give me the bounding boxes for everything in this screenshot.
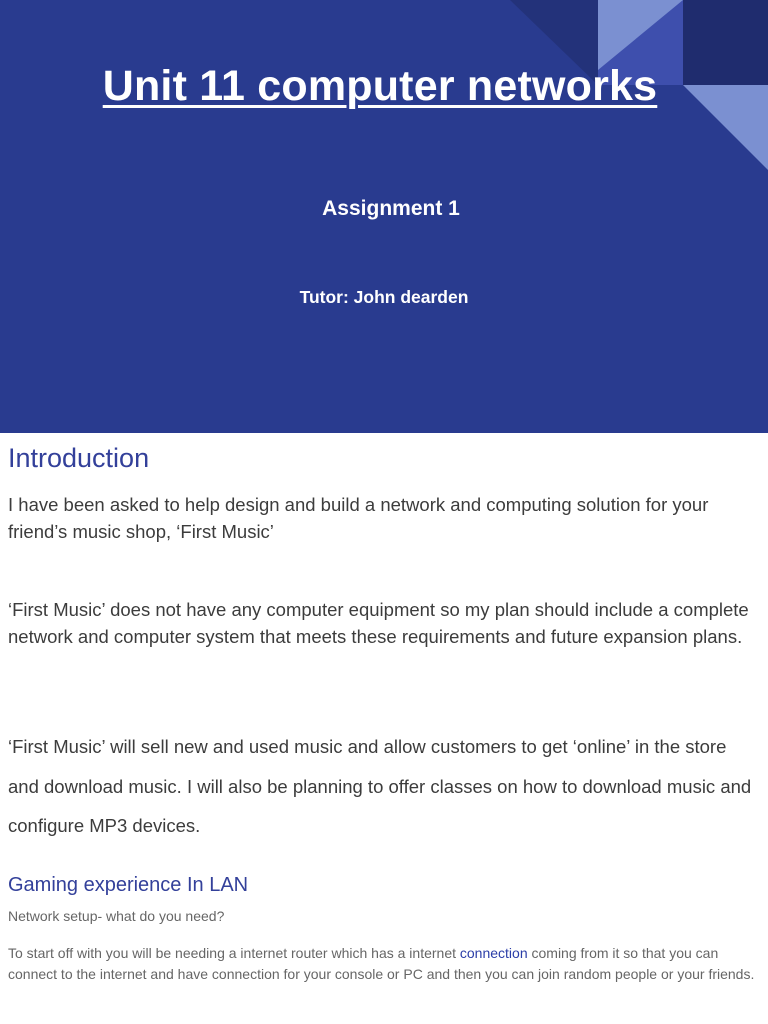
connection-link[interactable]: connection xyxy=(459,945,528,961)
gaming-heading: Gaming experience In LAN xyxy=(8,874,249,896)
title-banner xyxy=(0,0,768,433)
document-title: Unit 11 computer networks xyxy=(102,62,658,110)
assignment-label: Assignment 1 xyxy=(322,197,460,220)
network-setup-subheading: Network setup- what do you need? xyxy=(8,908,225,924)
intro-paragraph-2: ‘First Music’ does not have any computer equipment so my plan should include a complete network and computer system that meets these requirements and future expansion plans. xyxy=(8,599,749,647)
gaming-text-start: To start off with you will be needing a internet router which has a internet xyxy=(8,945,460,961)
gaming-paragraph xyxy=(8,943,760,985)
tutor-label: Tutor: John dearden xyxy=(299,287,469,307)
introduction-heading: Introduction xyxy=(8,443,150,473)
intro-paragraph-1: I have been asked to help design and build a network and computing solution for your friend’s music shop, ‘First Music’ xyxy=(8,494,709,542)
intro-paragraph-3: ‘First Music’ will sell new and used music and allow customers to get ‘online’ in the store and download music. I will also be planning to offer classes on how to download music and configure MP3 devices. xyxy=(8,736,752,836)
gaming-text-end: coming from it so that you can connect to the internet and have connection for your console or PC and then you can join random people or your friends. xyxy=(8,945,755,982)
